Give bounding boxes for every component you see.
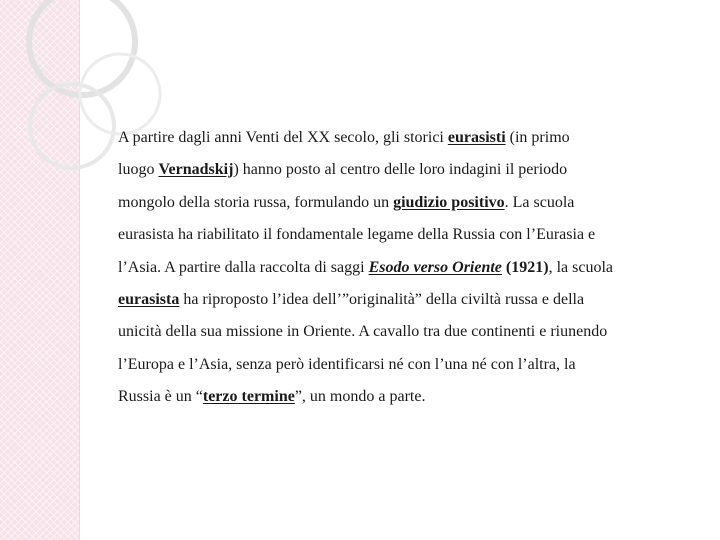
text-run: luogo (118, 161, 159, 179)
text-run: ha riproposto l’idea dell’”originalità” della civiltà russa e della (179, 291, 585, 309)
text-run: eurasista ha riabilitato il fondamentale legame della Russia con l’Eurasia e (118, 226, 596, 244)
text-line (118, 219, 688, 251)
text-line (118, 187, 688, 219)
text-run: l’Europa e l’Asia, senza però identificarsi né con l’una né con l’altra, la (118, 355, 576, 373)
text-run: A partire dagli anni Venti del XX secolo, gli storici (118, 129, 448, 146)
text-run: Russia è un “ (118, 388, 203, 406)
emphasis-text: eurasista (118, 291, 180, 309)
text-line (118, 122, 688, 154)
emphasis-text: giudizio positivo (393, 193, 505, 211)
slide-body-text (118, 122, 688, 414)
text-run: . La scuola (504, 193, 575, 211)
emphasis-text: eurasisti (447, 129, 506, 146)
text-run: , la scuola (548, 258, 613, 276)
emphasis-text: Vernadskij (158, 161, 234, 179)
text-run: mongolo della storia russa, formulando un (118, 193, 394, 211)
text-run: ) hanno posto al centro delle loro indagini il periodo (233, 161, 568, 179)
text-run: ”, un mondo a parte. (294, 388, 426, 406)
text-run: (in primo (505, 129, 570, 146)
text-line (118, 316, 688, 348)
emphasis-text: Esodo verso Oriente (368, 258, 502, 276)
text-line (118, 252, 688, 284)
text-line (118, 381, 688, 413)
text-run: l’Asia. A partire dalla raccolta di saggi (118, 258, 369, 276)
text-line (118, 349, 688, 381)
emphasis-text: (1921) (505, 258, 549, 276)
emphasis-text: terzo termine (202, 388, 295, 406)
text-line (118, 284, 688, 316)
text-run: unicità della sua missione in Oriente. A cavallo tra due continenti e riunendo (118, 323, 608, 341)
text-line (118, 154, 688, 186)
